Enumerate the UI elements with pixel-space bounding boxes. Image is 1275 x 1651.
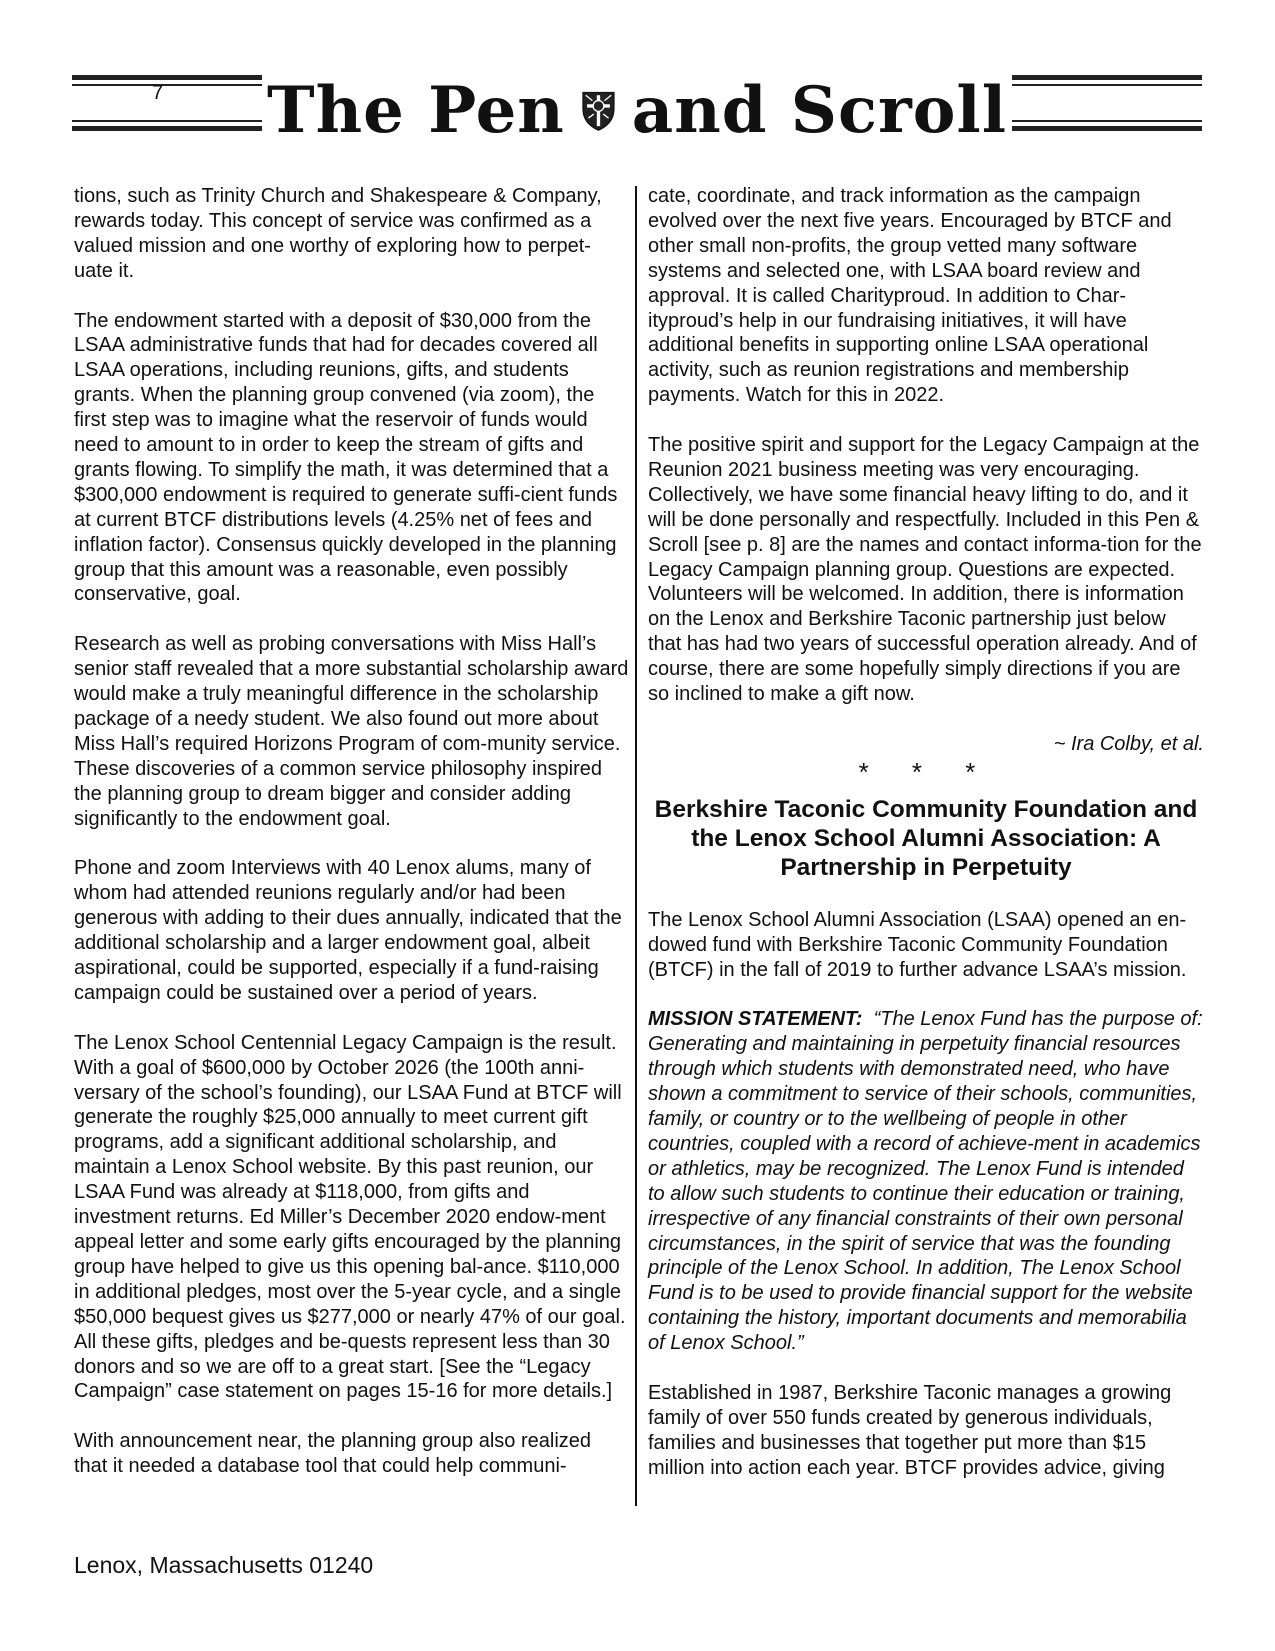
masthead-title <box>267 70 1007 150</box>
column-divider <box>635 186 637 1506</box>
masthead-rule-right <box>1012 75 1202 135</box>
masthead-title-part2: and Scroll <box>631 72 1007 148</box>
crest-icon <box>579 78 618 142</box>
page-number: 7 <box>152 82 164 104</box>
mission-label: MISSION STATEMENT: <box>648 1008 863 1031</box>
paragraph: tions, such as Trinity Church and Shakespeare & Company, rewards today. This concept of service was confirmed as a valued mission and one worthy of exploring how to perpet-uate it. <box>74 185 602 282</box>
paragraph: Phone and zoom Interviews with 40 Lenox alums, many of whom had attended reunions regularly and/or had been generous with adding to their dues annually, indicated that the additional scholarship and a larger endowment goal, albeit aspirational, could be supported, especially if a fund-raising campaign could be sustained over a period of years. <box>74 857 622 1004</box>
masthead-rule-left <box>72 75 262 135</box>
right-column <box>648 184 1204 1506</box>
paragraph: The positive spirit and support for the Legacy Campaign at the Reunion 2021 business meeting was very encouraging. Collectively, we have some financial heavy lifting to do, and it will be done personally and respectfully. Included in this Pen & Scroll [see p. 8] are the names and contact informa-tion for the Legacy Campaign planning group. Questions are expected. Volunteers will be welcomed. In addition, there is information on the Lenox and Berkshire Taconic partnership just below that has had two years of successful operation already. And of course, there are some hopefully simply directions if you are so inclined to make a gift now. <box>648 434 1202 706</box>
mission-text: “The Lenox Fund has the purpose of: Generating and maintaining in perpetuity financial resources through which students with demonstrated need, who have shown a commitment to service of their schools, communities, family, or country or to the wellbeing of people in other countries, coupled with a record of achieve-ment in academics or athletics, may be recognized. The Lenox Fund is intended to allow such students to continue their education or training, irrespective of any financial constraints of their own personal circumstances, in the spirit of service that was the founding principle of the Lenox School. In addition, The Lenox School Fund is to be used to provide financial support for the website containing the history, important documents and memorabilia of Lenox School.” <box>648 1008 1203 1355</box>
footer-location: Lenox, Massachusetts 01240 <box>74 1552 374 1578</box>
author-signature: ~ Ira Colby, et al. <box>1053 732 1204 755</box>
paragraph: With announcement near, the planning group also realized that it needed a database tool that could help communi- <box>74 1430 592 1478</box>
paragraph: Established in 1987, Berkshire Taconic manages a growing family of over 550 funds created by generous individuals, families and businesses that together put more than $15 million into action each year. BTCF provides advice, giving <box>648 1382 1172 1479</box>
paragraph: The Lenox School Centennial Legacy Campaign is the result. With a goal of $600,000 by October 2026 (the 100th anni-versary of the school’s founding), our LSAA Fund at BTCF will generate the roughly $25,000 annually to meet current gift programs, add a significant additional scholarship, and maintain a Lenox School website. By this past reunion, our LSAA Fund was already at $118,000, from gifts and investment returns. Ed Miller’s December 2020 endow-ment appeal letter and some early gifts encouraged by the planning group have helped to give us this opening bal-ance. $110,000 in additional pledges, most over the 5-year cycle, and a single $50,000 bequest gives us $277,000 or nearly 47% of our goal. All these gifts, pledges and be-quests represent less than 30 donors and so we are off to a great start. [See the “Legacy Campaign” case statement on pages 15-16 for more details.] <box>74 1031 626 1403</box>
masthead-title-part1: The Pen <box>267 72 565 148</box>
section-separator: * * * <box>858 756 994 787</box>
paragraph: The Lenox School Alumni Association (LSAA) opened an en-dowed fund with Berkshire Taconic Community Foundation (BTCF) in the fall of 2019 to further advance LSAA’s mission. <box>648 908 1187 981</box>
paragraph: The endowment started with a deposit of $30,000 from the LSAA administrative funds that had for decades covered all LSAA operations, including reunions, gifts, and students grants. When the planning group convened (via zoom), the first step was to imagine what the reservoir of funds would need to amount to in order to keep the stream of gifts and grants flowing. To simplify the math, it was determined that a $300,000 endowment is required to generate suffi-cient funds at current BTCF distributions levels (4.25% net of fees and inflation factor). Consensus quickly developed in the planning group that this amount was a reasonable, even possibly conservative, goal. <box>74 309 618 606</box>
paragraph: cate, coordinate, and track information as the campaign evolved over the next five years. Encouraged by BTCF and other small non-profits, the group vetted many software systems and selected one, with LSAA board review and approval. It is called Charityproud. In addition to Char-ityproud’s help in our fundraising initiatives, it will have additional benefits in supporting online LSAA operational activity, such as reunion registrations and membership payments. Watch for this in 2022. <box>648 185 1172 407</box>
left-column <box>74 184 629 1504</box>
mission-statement <box>648 1007 1204 1356</box>
paragraph: Research as well as probing conversations with Miss Hall’s senior staff revealed that a more substantial scholarship award would make a truly meaningful difference in the scholarship package of a needy student. We also found out more about Miss Hall’s required Horizons Program of com-munity service. These discoveries of a common service philosophy inspired the planning group to dream bigger and consider adding significantly to the endowment goal. <box>74 633 629 830</box>
masthead <box>72 70 1202 150</box>
article-headline: Berkshire Taconic Community Foundation and the Lenox School Alumni Association: A Partnership in Perpetuity <box>654 795 1198 881</box>
